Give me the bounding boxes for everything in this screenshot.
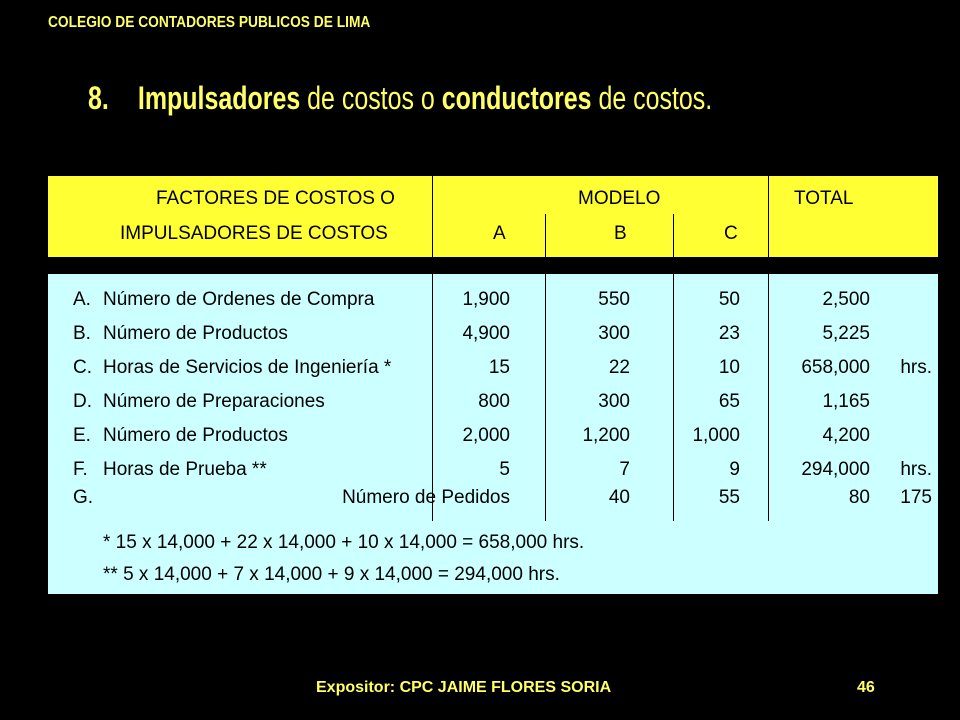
row-value-c: 50 [718, 289, 740, 310]
page-number: 46 [857, 679, 875, 696]
row-value-c: 55 [718, 487, 740, 508]
title-part-4: de costos. [591, 80, 713, 116]
header-total: TOTAL [794, 188, 854, 209]
row-value-a: 4,900 [462, 323, 510, 344]
footnote-1: * 15 x 14,000 + 22 x 14,000 + 10 x 14,000 = 658,000 hrs. [103, 532, 585, 553]
row-value-c: 23 [718, 323, 740, 344]
row-value-b: 550 [598, 289, 630, 310]
row-letter: E. [73, 425, 91, 446]
title-part-2: de costos o [300, 80, 442, 116]
row-value-a: 2,000 [462, 425, 510, 446]
row-value-total: 4,200 [822, 425, 870, 446]
row-label: Número de Productos [103, 425, 288, 446]
presenter-footer: Expositor: CPC JAIME FLORES SORIA [316, 679, 612, 696]
header-col-a: A [493, 223, 506, 244]
row-letter: F. [73, 459, 88, 480]
row-letter: C. [73, 357, 92, 378]
column-divider-total [768, 176, 769, 521]
row-label: Número de Pedidos [342, 487, 510, 508]
row-value-total: 5,225 [822, 323, 870, 344]
row-letter: G. [73, 487, 94, 508]
header-factors-line2: IMPULSADORES DE COSTOS [120, 223, 388, 244]
row-value-a: 5 [499, 459, 510, 480]
row-value-total: 80 [848, 487, 870, 508]
header-factors-line1: FACTORES DE COSTOS O [156, 188, 395, 209]
row-letter: B. [73, 323, 91, 344]
row-value-a: 15 [488, 357, 510, 378]
table-header [48, 176, 938, 257]
row-value-b: 300 [598, 391, 630, 412]
row-value-total: 658,000 [801, 357, 870, 378]
header-col-b: B [614, 223, 627, 244]
row-value-b: 22 [608, 357, 630, 378]
row-unit: hrs. [900, 459, 932, 480]
row-value-b: 1,200 [582, 425, 630, 446]
row-value-b: 7 [619, 459, 630, 480]
row-letter: A. [73, 289, 91, 310]
row-value-total: 1,165 [822, 391, 870, 412]
row-label: Número de Productos [103, 323, 288, 344]
row-value-total: 2,500 [822, 289, 870, 310]
organization-name: COLEGIO DE CONTADORES PUBLICOS DE LIMA [48, 14, 371, 31]
row-value-b: 300 [598, 323, 630, 344]
row-letter: D. [73, 391, 92, 412]
row-label: Horas de Servicios de Ingeniería * [103, 357, 392, 378]
row-label: Número de Ordenes de Compra [103, 289, 375, 310]
row-value-b: 40 [608, 487, 630, 508]
row-value-a: 1,900 [462, 289, 510, 310]
title-number: 8. [88, 80, 109, 116]
row-value-c: 10 [718, 357, 740, 378]
title-part-1: Impulsadores [137, 80, 301, 116]
row-value-total: 294,000 [801, 459, 870, 480]
row-value-a: 800 [478, 391, 510, 412]
title-part-3: conductores [441, 80, 592, 116]
row-value-c: 9 [729, 459, 740, 480]
header-model: MODELO [578, 188, 661, 209]
row-unit: 175 [900, 487, 932, 508]
header-col-c: C [724, 223, 738, 244]
row-label: Número de Preparaciones [103, 391, 325, 412]
row-unit: hrs. [900, 357, 932, 378]
slide-title [88, 80, 712, 117]
row-value-c: 65 [718, 391, 740, 412]
footnote-2: ** 5 x 14,000 + 7 x 14,000 + 9 x 14,000 = 294,000 hrs. [103, 564, 560, 585]
row-value-c: 1,000 [692, 425, 740, 446]
row-label: Horas de Prueba ** [103, 459, 267, 480]
